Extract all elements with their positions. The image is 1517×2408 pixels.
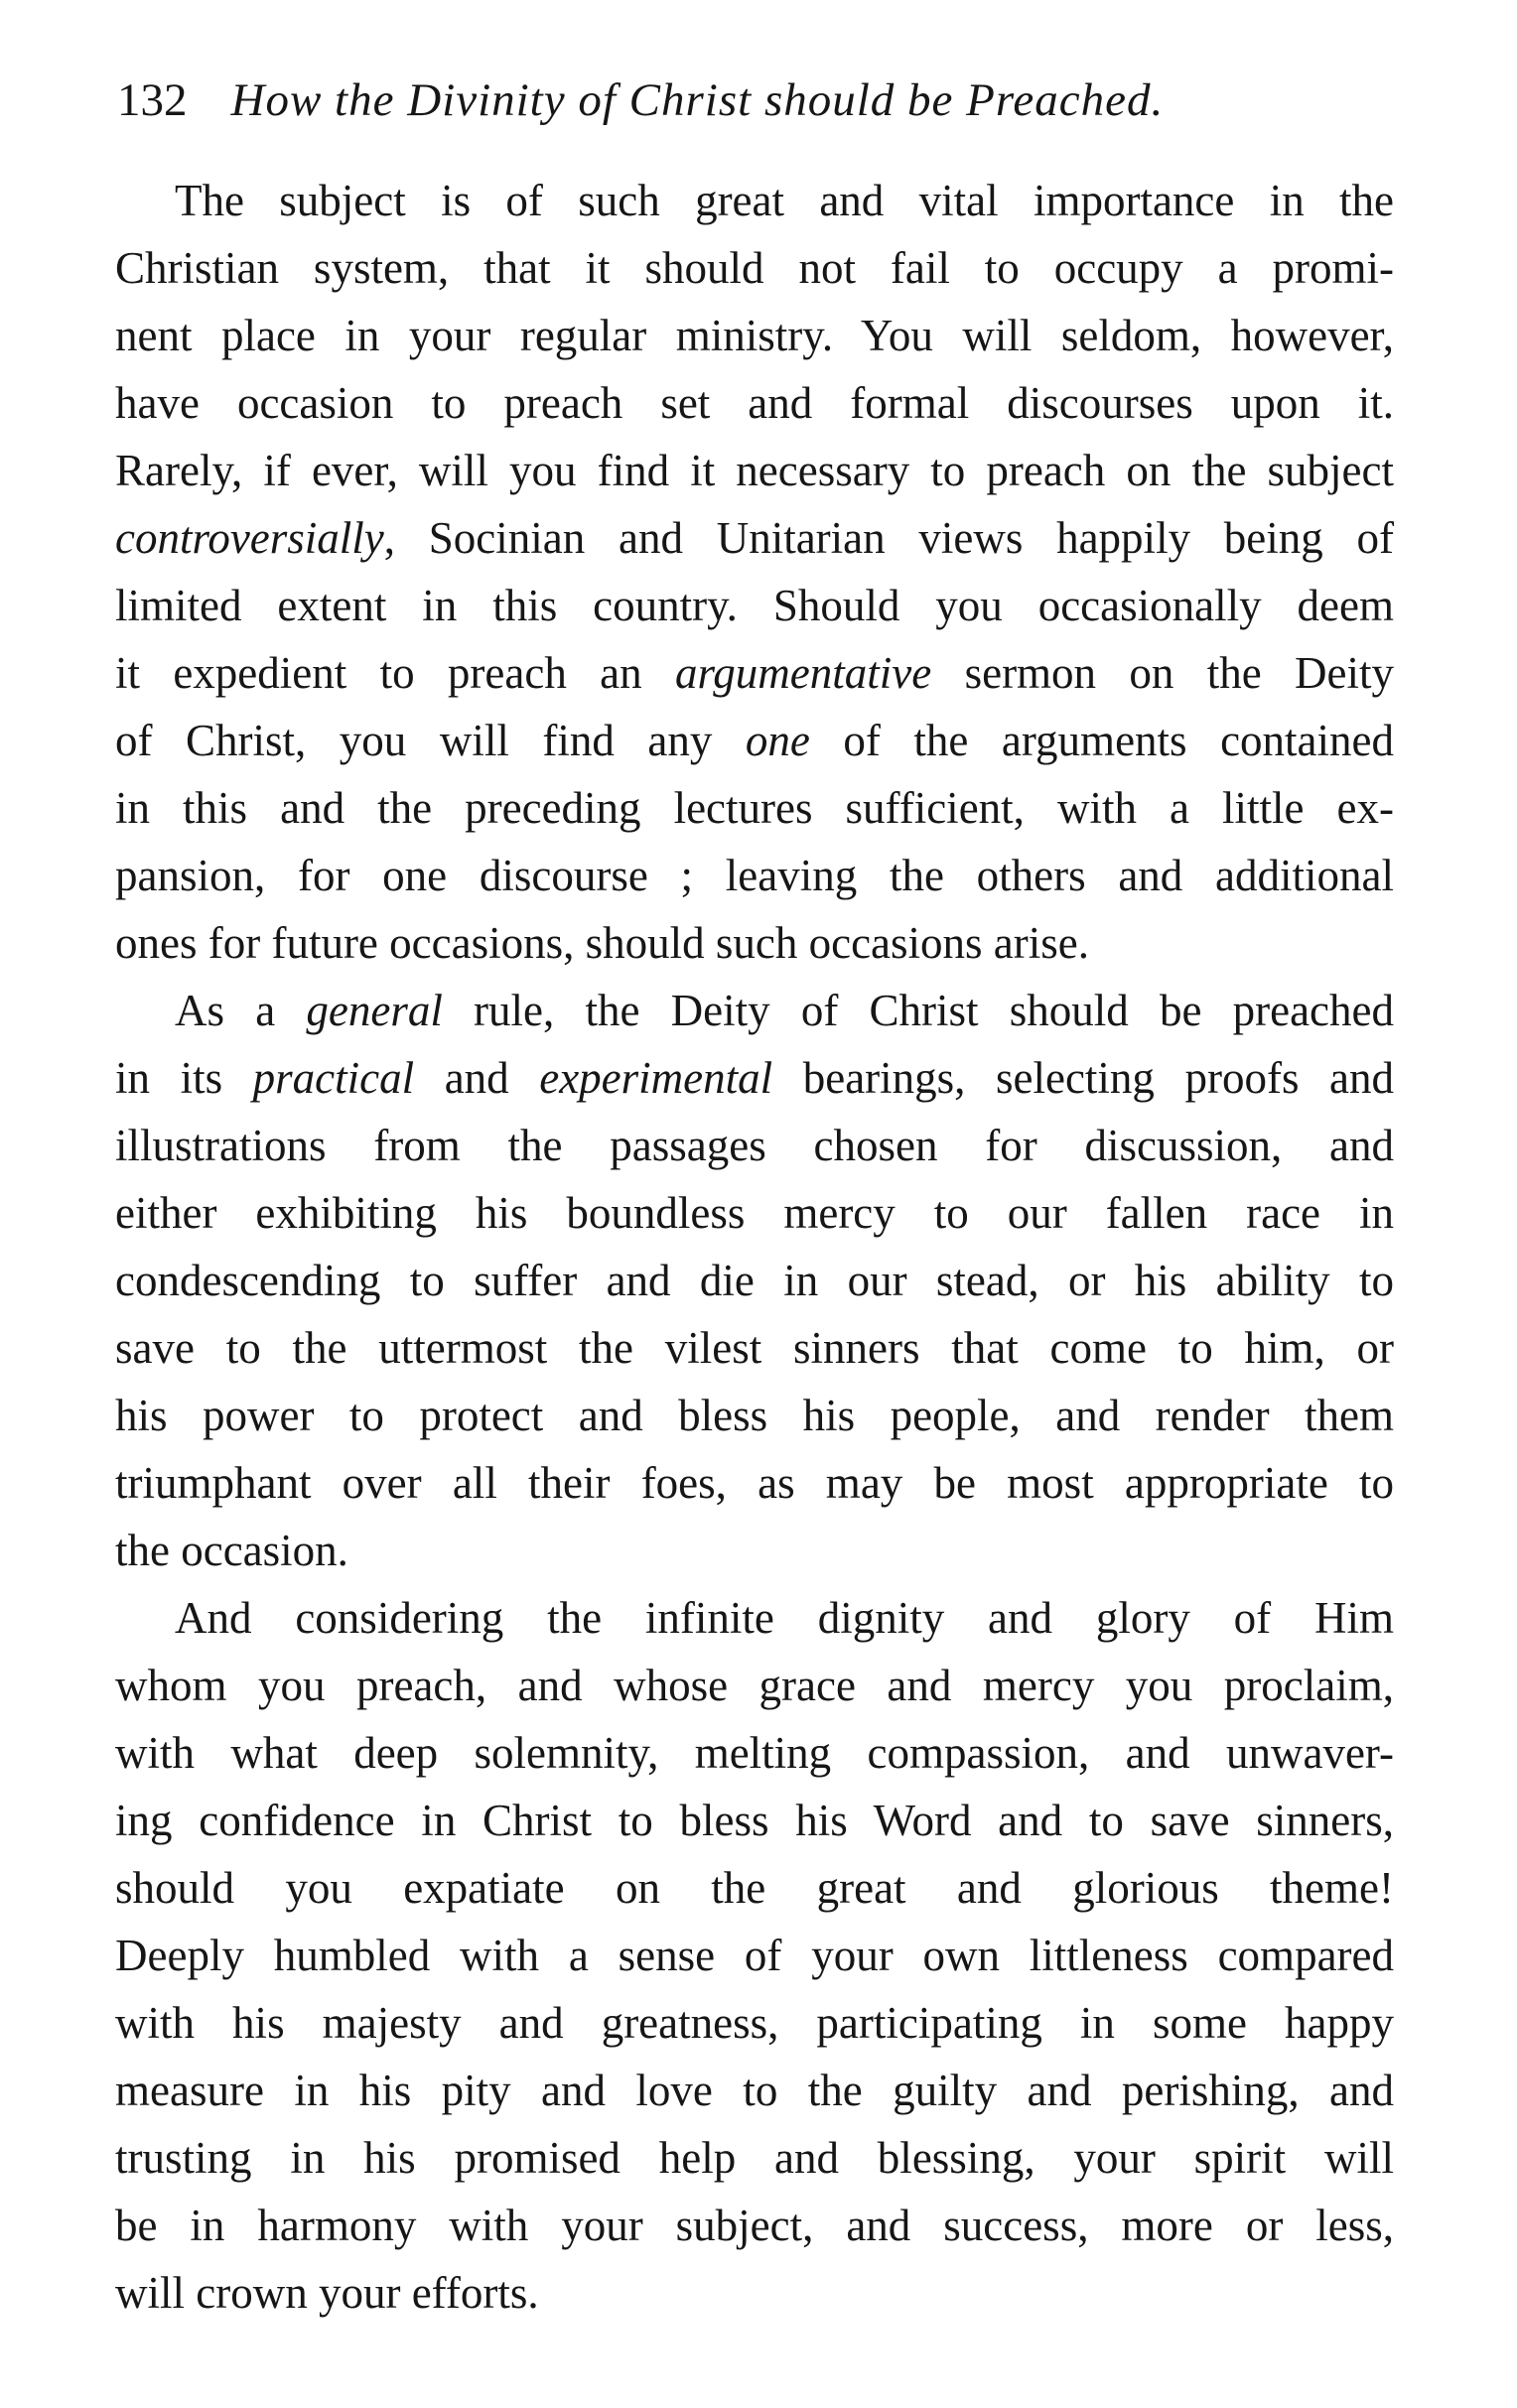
italic-word: general	[306, 986, 443, 1035]
italic-word: practical	[252, 1053, 415, 1103]
running-head	[117, 66, 1398, 135]
text-line: As a general rule, the Deity of Christ should be preached	[175, 986, 1395, 1035]
text-line: measure in his pity and love to the guilty and perishing, and	[115, 2066, 1394, 2115]
italic-word: argumentative	[674, 648, 932, 698]
text-line: limited extent in this country. Should you occasionally deem	[115, 581, 1394, 630]
text-line: controversially, Socinian and Unitarian views happily being of	[115, 513, 1394, 563]
text-line: ones for future occasions, should such occasions arise.	[115, 918, 1089, 968]
italic-word: experimental	[539, 1053, 773, 1103]
text-line: Christian system, that it should not fail to occupy a promi-	[115, 243, 1394, 293]
text-line: condescending to suffer and die in our stead, or his ability to	[115, 1256, 1394, 1305]
text-line: the occasion.	[115, 1526, 348, 1575]
text-line: have occasion to preach set and formal discourses upon it.	[115, 378, 1394, 428]
text-line: of Christ, you will find any one of the arguments contained	[115, 716, 1395, 765]
text-line: save to the uttermost the vilest sinners that come to him, or	[115, 1323, 1394, 1373]
text-line: nent place in your regular ministry. You will seldom, however,	[115, 311, 1394, 360]
running-title: How the Divinity of Christ should be Preached.	[230, 74, 1165, 126]
text-line: pansion, for one discourse ; leaving the others and additional	[115, 851, 1394, 900]
text-line: in this and the preceding lectures sufficient, with a little ex-	[115, 783, 1394, 833]
text-line: Deeply humbled with a sense of your own littleness compared	[115, 1931, 1394, 1980]
page-number: 132	[117, 74, 188, 126]
text-line: either exhibiting his boundless mercy to our fallen race in	[115, 1188, 1394, 1238]
text-line: whom you preach, and whose grace and mercy you proclaim,	[115, 1661, 1394, 1710]
text-line: with his majesty and greatness, participating in some happy	[115, 1998, 1394, 2048]
italic-word: controversially	[115, 513, 384, 563]
text-line: illustrations from the passages chosen for discussion, and	[115, 1121, 1394, 1170]
text-line: it expedient to preach an argumentative sermon on the Deity	[115, 648, 1394, 698]
text-line: with what deep solemnity, melting compassion, and unwaver-	[115, 1728, 1394, 1778]
body-text	[115, 167, 1394, 2327]
text-line: triumphant over all their foes, as may be most appropriate to	[115, 1458, 1394, 1508]
text-line: be in harmony with your subject, and success, more or less,	[115, 2201, 1394, 2250]
text-line: trusting in his promised help and blessing, your spirit will	[115, 2133, 1394, 2183]
text-line: will crown your efforts.	[115, 2268, 539, 2318]
italic-word: one	[745, 716, 810, 765]
text-line: should you expatiate on the great and glorious theme!	[115, 1863, 1394, 1913]
text-line: his power to protect and bless his people, and render them	[115, 1391, 1394, 1440]
text-line: in its practical and experimental bearings, selecting proofs and	[115, 1053, 1394, 1103]
text-line: The subject is of such great and vital importance in the	[175, 176, 1394, 225]
text-line: Rarely, if ever, will you find it necessary to preach on the subject	[115, 446, 1394, 495]
text-line: And considering the infinite dignity and glory of Him	[175, 1593, 1394, 1643]
text-line: ing confidence in Christ to bless his Word and to save sinners,	[115, 1796, 1394, 1845]
